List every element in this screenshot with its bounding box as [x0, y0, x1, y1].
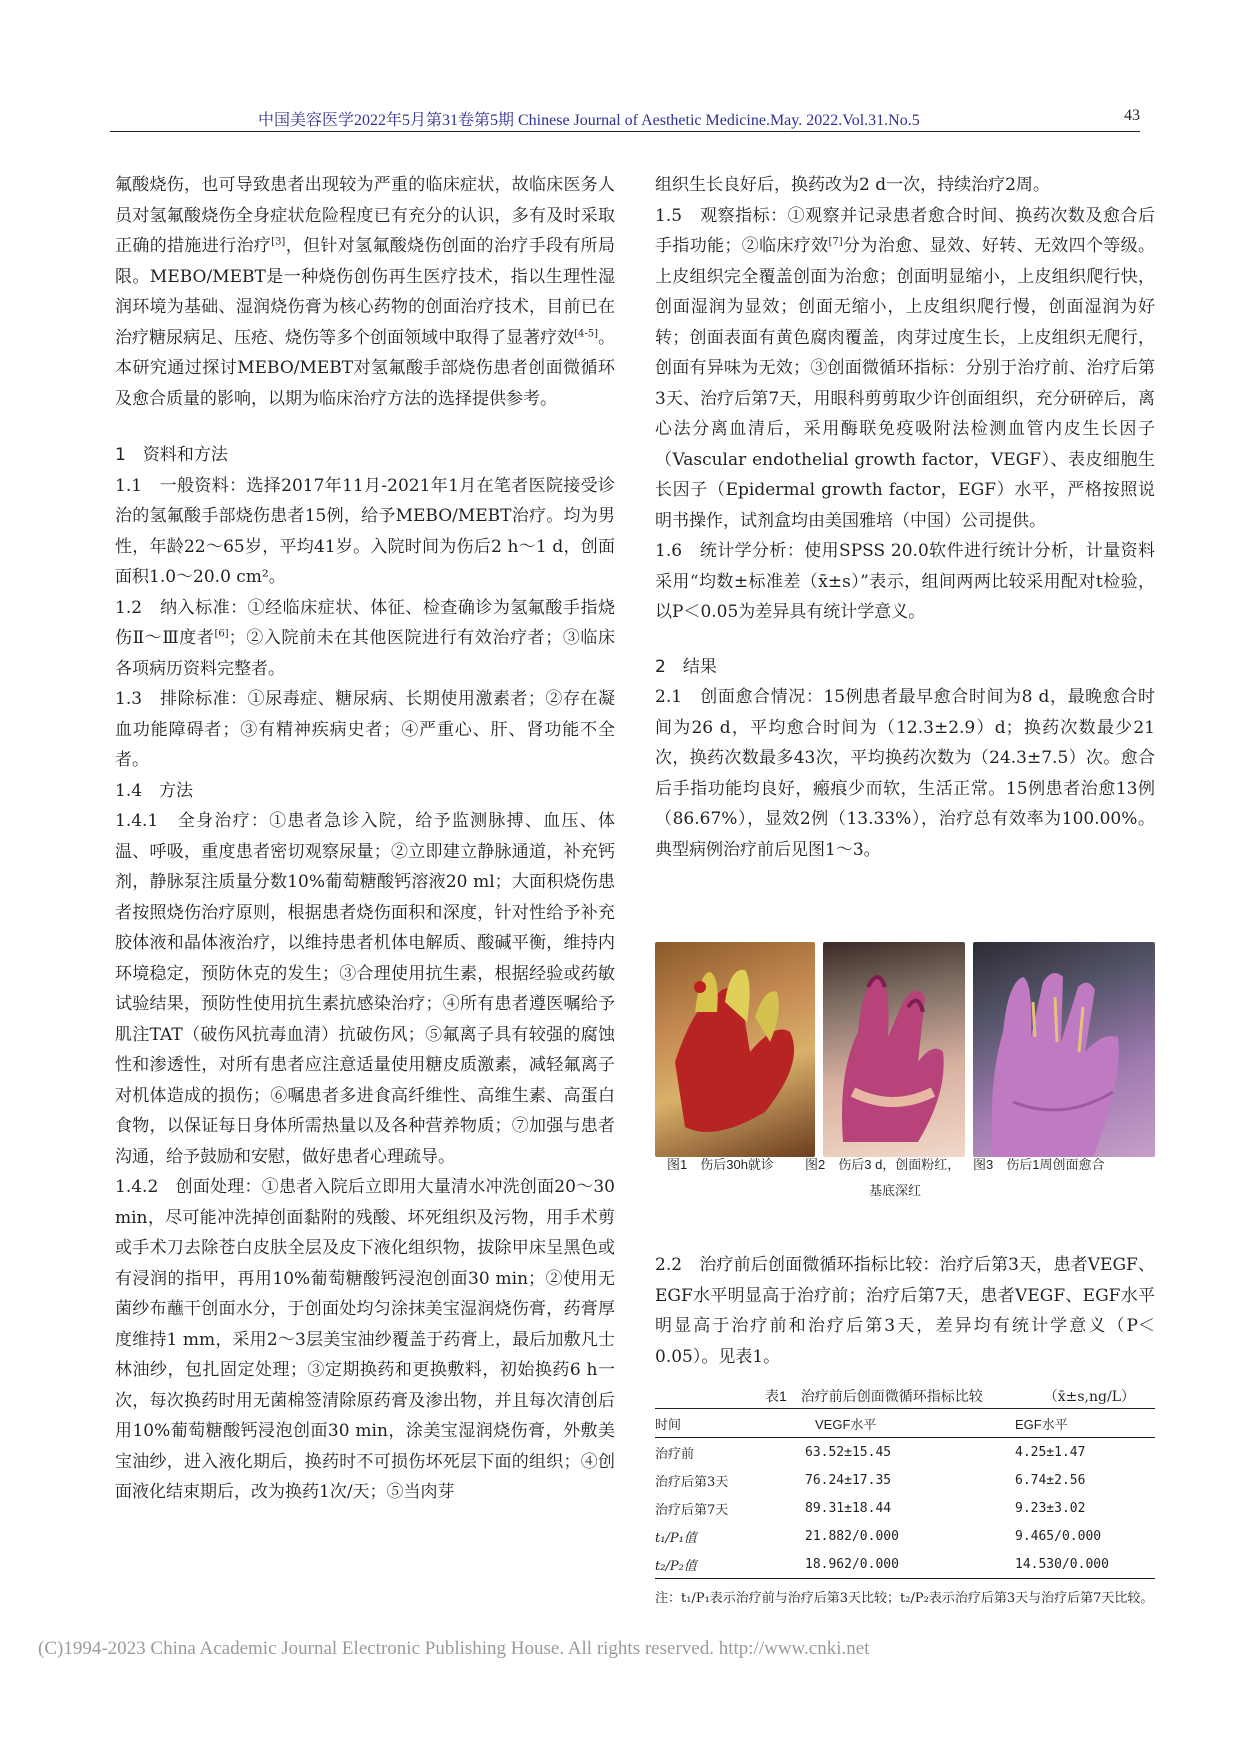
citation-ref[interactable]: [7]: [828, 236, 843, 248]
table-cell: t₁/P₁值: [655, 1530, 697, 1546]
intro-paragraph: 氟酸烧伤，也可导致患者出现较为严重的临床症状，故临床医务人员对氢氟酸烧伤全身症状危险程度已有充分的认识，多有及时采取正确的措施进行治疗[3]，但针对氢氟酸烧伤创面的治疗手段有所局限。MEBO/MEBT是一种烧伤创伤再生医疗技术，指以生理性湿润环境为基础、湿润烧伤膏为核心药物的创面治疗技术，目前已在治疗糖尿病足、压疮、烧伤等多个创面领域中取得了显著疗效[4-5]。本研究通过探讨MEBO/MEBT对氢氟酸手部烧伤患者创面微循环及愈合质量的影响，以期为临床治疗方法的选择提供参考。: [115, 175, 616, 409]
table-cell: 6.74±2.56: [1015, 1472, 1086, 1488]
figure-3-caption: 图3 伤后1周创面愈合: [973, 1157, 1105, 1172]
citation-ref[interactable]: [4-5]: [574, 327, 598, 339]
running-header: [130, 107, 1140, 133]
table-cell: 治疗后第7天: [655, 1502, 729, 1518]
journal-title: 中国美容医学2022年5月第31卷第5期 Chinese Journal of Aesthetic Medicine.May. 2022.Vol.31.No.5: [258, 112, 920, 129]
paragraph-1-4-2: 1.4.2 创面处理：①患者入院后立即用大量清水冲洗创面20～30 min，尽可能冲洗掉创面黏附的残酸、坏死组织及污物，用手术剪或手术刀去除苍白皮肤全层及皮下液化组织物，拔除甲床呈黑色或有浸润的指甲，再用10%葡萄糖酸钙浸泡创面30 min；②使用无菌纱布蘸干创面水分，于创面处均匀涂抹美宝湿润烧伤膏，药膏厚度维持1 mm，采用2～3层美宝油纱覆盖于药膏上，最后加敷凡士林油纱，包扎固定处理；③定期换药和更换敷料，初始换药6 h一次，每次换药时用无菌棉签清除原药膏及渗出物，并且每次清创后用10%葡萄糖酸钙浸泡创面30 min，涂美宝湿润烧伤膏，外敷美宝油纱，进入液化期后，换药时不可损伤坏死层下面的组织；④创面液化结束期后，改为换药1次/天；⑤当肉芽: [115, 1177, 615, 1502]
hand-wound-photo-1: [655, 942, 815, 1157]
table-cell: 治疗后第3天: [655, 1474, 729, 1490]
table-cell: t₂/P₂值: [655, 1558, 697, 1574]
citation-ref[interactable]: [6]: [214, 628, 229, 640]
table-cell: 治疗前: [655, 1446, 695, 1462]
table-title-row: [655, 1386, 1155, 1408]
table-note: 注：t₁/P₁表示治疗前与治疗后第3天比较；t₂/P₂表示治疗后第3天与治疗后第7天比较。: [655, 1591, 1154, 1606]
paragraph-1-4-1: 1.4.1 全身治疗：①患者急诊入院，给予监测脉搏、血压、体温、呼吸，重度患者密切观察尿量；②立即建立静脉通道，补充钙剂，静脉泵注质量分数10%葡萄糖酸钙溶液20 ml；大面积烧伤患者按照烧伤治疗原则，根据患者烧伤面积和深度，针对性给予补充胶体液和晶体液治疗，以维持患者机体电解质、酸碱平衡，维持内环境稳定，预防休克的发生；③合理使用抗生素，根据经验或药敏试验结果，预防性使用抗生素抗感染治疗；④所有患者遵医嘱给予肌注TAT（破伤风抗毒血清）抗破伤风；⑤氟离子具有较强的腐蚀性和渗透性，对所有患者应注意适量使用糖皮质激素，减轻氟离子对机体造成的损伤；⑥嘱患者多进食高纤维性、高维生素、高蛋白食物，以保证每日身体所需热量以及各种营养物质；⑦加强与患者沟通，给予鼓励和安慰，做好患者心理疏导。: [115, 811, 615, 1167]
table-header: 时间: [655, 1416, 682, 1432]
paragraph-2-1: 2.1 创面愈合情况：15例患者最早愈合时间为8 d，最晚愈合时间为26 d，平均愈合时间为（12.3±2.9）d；换药次数最少21次，换药次数最多43次，平均换药次数为（24.3±7.5）次。愈合后手指功能均良好，瘢痕少而软，生活正常。15例患者治愈13例（86.67%），显效2例（13.33%），治疗总有效率为100.00%。典型病例治疗前后见图1～3。: [655, 687, 1155, 860]
section-heading: 2 结果: [655, 656, 717, 677]
table-unit: （x̄±s,ng/L）: [1043, 1389, 1135, 1405]
table-cell: 89.31±18.44: [805, 1500, 892, 1516]
table-header-row: [655, 1409, 1155, 1438]
hand-wound-photo-3: [973, 942, 1155, 1157]
table-cell: 63.52±15.45: [805, 1444, 892, 1460]
table-row: [655, 1466, 1155, 1494]
figure-2-caption: 图2 伤后3 d，创面粉红，: [805, 1157, 961, 1172]
figure-1-caption: 图1 伤后30h就诊: [667, 1157, 774, 1172]
paragraph-1-6: 1.6 统计学分析：使用SPSS 20.0软件进行统计分析，计量资料采用“均数±标准差（x̄±s）”表示，组间两两比较采用配对t检验，以P＜0.05为差异具有统计学意义。: [655, 541, 1155, 622]
continued-paragraph: 组织生长良好后，换药改为2 d一次，持续治疗2周。: [655, 175, 1050, 195]
header-rule: [110, 131, 1140, 132]
figure-row: [655, 942, 1155, 1198]
table-header: VEGF水平: [815, 1416, 877, 1432]
table-cell: 9.23±3.02: [1015, 1500, 1086, 1516]
table-cell: 14.530/0.000: [1015, 1556, 1109, 1572]
right-column: [655, 170, 1155, 865]
page-number: 43: [1124, 107, 1140, 124]
results-table: [655, 1386, 1155, 1610]
copyright-footer: (C)1994-2023 China Academic Journal Electronic Publishing House. All rights reserved. http://www.cnki.net: [38, 1638, 870, 1659]
table-cell: 76.24±17.35: [805, 1472, 892, 1488]
paragraph-2-2: 2.2 治疗前后创面微循环指标比较：治疗后第3天，患者VEGF、EGF水平明显高于治疗前；治疗后第7天，患者VEGF、EGF水平明显高于治疗前和治疗后第3天，差异均有统计学意义（P＜0.05）。见表1。: [655, 1255, 1155, 1367]
paragraph-1-3: 1.3 排除标准：①尿毒症、糖尿病、长期使用激素者；②存在凝血功能障碍者；③有精神疾病史者；④严重心、肝、肾功能不全者。: [115, 689, 615, 770]
table-row: [655, 1522, 1155, 1550]
right-column-lower: [655, 1250, 1155, 1372]
table-title: 表1 治疗前后创面微循环指标比较: [765, 1388, 983, 1404]
paragraph-1-5: 1.5 观察指标：①观察并记录患者愈合时间、换药次数及愈合后手指功能；②临床疗效[7]分为治愈、显效、好转、无效四个等级。上皮组织完全覆盖创面为治愈；创面明显缩小，上皮组织爬行快，创面湿润为显效；创面无缩小，上皮组织爬行慢，创面湿润为好转；创面表面有黄色腐肉覆盖，肉芽过度生长，上皮组织无爬行，创面有异味为无效；③创面微循环指标：分别于治疗前、治疗后第3天、治疗后第7天，用眼科剪剪取少许创面组织，充分研碎后，离心法分离血清后，采用酶联免疫吸附法检测血管内皮生长因子（Vascular endothelial growth factor，VEGF）、表皮细胞生长因子（Epidermal growth factor，EGF）水平，严格按照说明书操作，试剂盒均由美国雅培（中国）公司提供。: [655, 205, 1156, 531]
left-column: [115, 170, 615, 1508]
figure-2-caption-cont: 基底深红: [869, 1183, 922, 1198]
table-cell: 4.25±1.47: [1015, 1444, 1086, 1460]
table-cell: 21.882/0.000: [805, 1528, 899, 1544]
paragraph-1-1: 1.1 一般资料：选择2017年11月-2021年1月在笔者医院接受诊治的氢氟酸手部烧伤患者15例，给予MEBO/MEBT治疗。均为男性，年龄22～65岁，平均41岁。入院时间为伤后2 h～1 d，创面面积1.0～20.0 cm²。: [115, 475, 615, 587]
table-cell: 18.962/0.000: [805, 1556, 899, 1572]
data-table: [655, 1408, 1155, 1579]
table-row: [655, 1494, 1155, 1522]
citation-ref[interactable]: [3]: [271, 236, 286, 248]
table-row: [655, 1438, 1155, 1467]
paragraph-1-4: 1.4 方法: [115, 780, 194, 801]
hand-wound-photo-2: [823, 942, 965, 1157]
section-heading: 1 资料和方法: [115, 445, 228, 465]
table-header: EGF水平: [1015, 1416, 1068, 1432]
table-row: [655, 1550, 1155, 1579]
table-cell: 9.465/0.000: [1015, 1528, 1102, 1544]
paragraph-1-2: 1.2 纳入标准：①经临床症状、体征、检查确诊为氢氟酸手指烧伤Ⅱ～Ⅲ度者[6]；②入院前未在其他医院进行有效治疗者；③临床各项病历资料完整者。: [115, 597, 616, 679]
